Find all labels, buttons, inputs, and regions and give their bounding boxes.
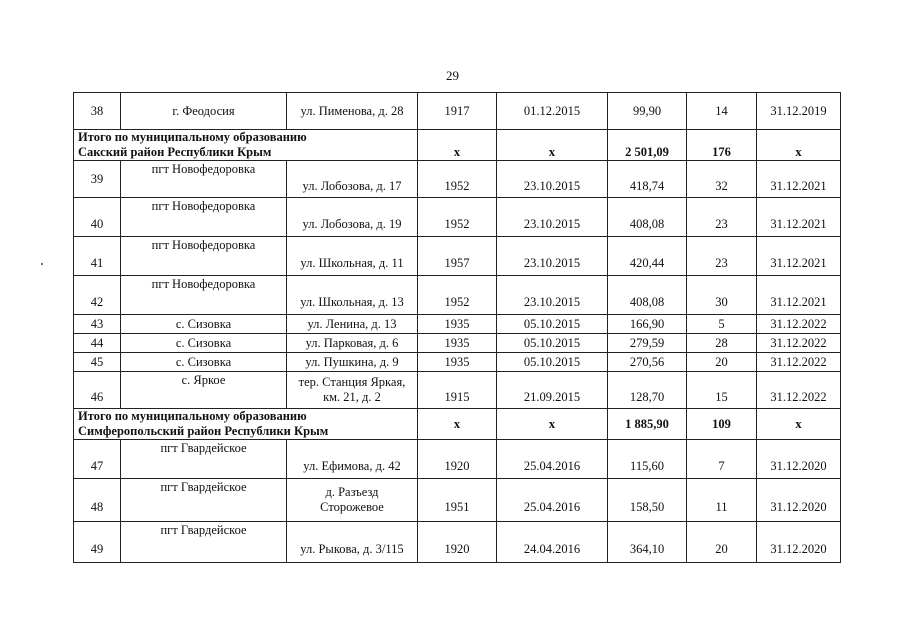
year-cell: x [418,130,497,161]
row-number: 46 [74,372,121,409]
date-cell: 05.10.2015 [497,334,608,353]
address-cell: ул. Пушкина, д. 9 [287,353,418,372]
table-row [74,353,841,372]
table-row [74,93,841,130]
date-cell: 25.04.2016 [497,440,608,479]
deadline-cell: 31.12.2021 [757,161,841,198]
address-cell [287,372,418,409]
scan-speck [41,263,43,265]
date-cell: 01.12.2015 [497,93,608,130]
address-line2: Сторожевое [320,500,384,514]
summary-row [74,130,841,161]
deadline-cell: 31.12.2020 [757,479,841,522]
deadline-cell: 31.12.2020 [757,522,841,563]
year-cell: 1935 [418,353,497,372]
count-cell: 30 [687,276,757,315]
table-row [74,315,841,334]
address-cell: ул. Лобозова, д. 17 [287,161,418,198]
date-cell: 23.10.2015 [497,198,608,237]
settlement-cell: с. Сизовка [121,334,287,353]
row-number: 43 [74,315,121,334]
table-row [74,161,841,198]
settlement-cell: пгт Гвардейское [121,522,287,563]
deadline-cell: 31.12.2021 [757,276,841,315]
table-row [74,276,841,315]
deadline-cell: x [757,130,841,161]
year-cell: 1915 [418,372,497,409]
deadline-cell: 31.12.2022 [757,353,841,372]
table-row [74,479,841,522]
area-cell: 408,08 [608,198,687,237]
settlement-cell: с. Сизовка [121,353,287,372]
settlement-cell: с. Яркое [121,372,287,409]
settlement-cell: пгт Новофедоровка [121,198,287,237]
address-cell: ул. Школьная, д. 13 [287,276,418,315]
area-cell: 420,44 [608,237,687,276]
row-number: 47 [74,440,121,479]
row-number: 44 [74,334,121,353]
address-cell [287,479,418,522]
table-row [74,522,841,563]
settlement-cell: с. Сизовка [121,315,287,334]
date-cell: x [497,130,608,161]
area-cell: 99,90 [608,93,687,130]
summary-label-line1: Итого по муниципальному образованию [78,409,307,423]
date-cell: 21.09.2015 [497,372,608,409]
date-cell: 05.10.2015 [497,353,608,372]
address-cell: ул. Пименова, д. 28 [287,93,418,130]
area-cell: 128,70 [608,372,687,409]
count-cell: 20 [687,522,757,563]
summary-label [74,409,418,440]
year-cell: 1952 [418,198,497,237]
address-cell: ул. Ленина, д. 13 [287,315,418,334]
address-line2: км. 21, д. 2 [323,390,381,404]
deadline-cell: 31.12.2020 [757,440,841,479]
deadline-cell: 31.12.2021 [757,237,841,276]
count-cell: 5 [687,315,757,334]
area-cell: 279,59 [608,334,687,353]
table-row [74,372,841,409]
table-row [74,198,841,237]
deadline-cell: 31.12.2019 [757,93,841,130]
row-number: 45 [74,353,121,372]
count-cell: 32 [687,161,757,198]
date-cell: 23.10.2015 [497,237,608,276]
year-cell: 1951 [418,479,497,522]
address-cell: ул. Лобозова, д. 19 [287,198,418,237]
area-total-cell: 2 501,09 [608,130,687,161]
year-cell: 1920 [418,440,497,479]
area-cell: 166,90 [608,315,687,334]
summary-label-line2: Симферопольский район Республики Крым [78,424,329,438]
date-cell: 23.10.2015 [497,276,608,315]
settlement-cell: пгт Гвардейское [121,440,287,479]
year-cell: 1935 [418,334,497,353]
summary-label [74,130,418,161]
area-cell: 158,50 [608,479,687,522]
address-cell: ул. Парковая, д. 6 [287,334,418,353]
summary-label-line2: Сакский район Республики Крым [78,145,272,159]
row-number: 41 [74,237,121,276]
count-total-cell: 176 [687,130,757,161]
deadline-cell: 31.12.2022 [757,372,841,409]
table-row [74,334,841,353]
date-cell: 24.04.2016 [497,522,608,563]
row-number: 48 [74,479,121,522]
area-cell: 115,60 [608,440,687,479]
deadline-cell: 31.12.2021 [757,198,841,237]
area-cell: 418,74 [608,161,687,198]
deadline-cell: x [757,409,841,440]
housing-table [73,92,841,563]
address-line1: тер. Станция Яркая, [298,375,406,389]
count-cell: 23 [687,237,757,276]
settlement-cell: пгт Новофедоровка [121,161,287,198]
area-cell: 270,56 [608,353,687,372]
address-cell: ул. Ефимова, д. 42 [287,440,418,479]
year-cell: 1957 [418,237,497,276]
count-cell: 15 [687,372,757,409]
date-cell: 05.10.2015 [497,315,608,334]
count-cell: 28 [687,334,757,353]
date-cell: x [497,409,608,440]
table-row [74,237,841,276]
year-cell: 1952 [418,276,497,315]
count-total-cell: 109 [687,409,757,440]
address-cell: ул. Рыкова, д. 3/115 [287,522,418,563]
settlement-cell: пгт Новофедоровка [121,237,287,276]
year-cell: 1952 [418,161,497,198]
address-line1: д. Разъезд [325,485,379,499]
year-cell: 1935 [418,315,497,334]
count-cell: 11 [687,479,757,522]
page-number: 29 [446,68,459,83]
summary-row [74,409,841,440]
row-number: 38 [74,93,121,130]
count-cell: 14 [687,93,757,130]
table-row [74,440,841,479]
date-cell: 23.10.2015 [497,161,608,198]
settlement-cell: г. Феодосия [121,93,287,130]
row-number: 40 [74,198,121,237]
row-number: 39 [74,161,121,198]
year-cell: 1917 [418,93,497,130]
area-cell: 364,10 [608,522,687,563]
row-number: 49 [74,522,121,563]
settlement-cell: пгт Новофедоровка [121,276,287,315]
row-number: 42 [74,276,121,315]
deadline-cell: 31.12.2022 [757,334,841,353]
area-total-cell: 1 885,90 [608,409,687,440]
count-cell: 23 [687,198,757,237]
summary-label-line1: Итого по муниципальному образованию [78,130,307,144]
address-cell: ул. Школьная, д. 11 [287,237,418,276]
year-cell: 1920 [418,522,497,563]
count-cell: 20 [687,353,757,372]
count-cell: 7 [687,440,757,479]
deadline-cell: 31.12.2022 [757,315,841,334]
year-cell: x [418,409,497,440]
settlement-cell: пгт Гвардейское [121,479,287,522]
area-cell: 408,08 [608,276,687,315]
date-cell: 25.04.2016 [497,479,608,522]
